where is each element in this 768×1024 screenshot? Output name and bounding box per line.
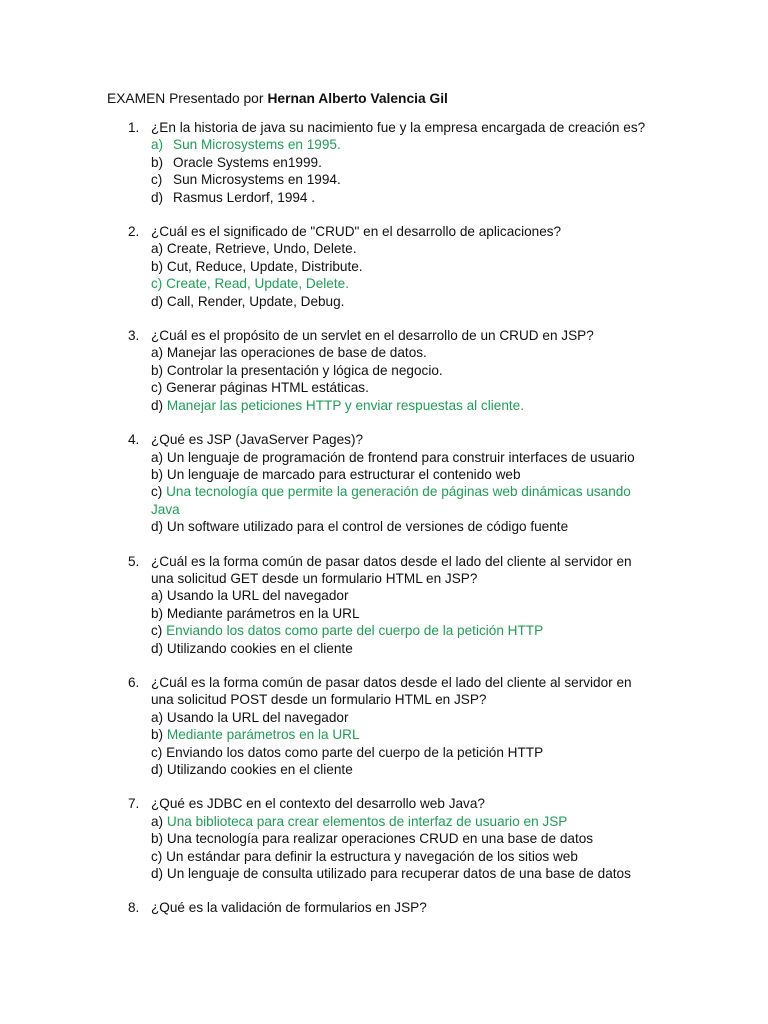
option-letter: d) <box>151 189 164 205</box>
question-6 <box>0 674 768 778</box>
option-text: Oracle Systems en1999. <box>173 154 322 170</box>
answer-option <box>151 744 656 761</box>
question-text: ¿En la historia de java su nacimiento fue y la empresa encargada de creación es? <box>151 120 646 135</box>
question-3 <box>0 327 768 414</box>
option-text: Un lenguaje de marcado para estructurar el contenido web <box>166 466 521 482</box>
option-text: Mediante parámetros en la URL <box>166 605 360 621</box>
answer-option-correct <box>151 622 656 639</box>
question-number: 5. <box>128 553 140 569</box>
option-letter: c) <box>151 276 163 292</box>
option-text: Una biblioteca para crear elementos de interfaz de usuario en JSP <box>166 813 568 829</box>
option-letter: b) <box>151 605 164 621</box>
question-body <box>151 431 656 535</box>
option-text: Un lenguaje de programación de frontend para construir interfaces de usuario <box>166 449 635 465</box>
question-body <box>151 553 656 657</box>
question-body <box>151 327 656 414</box>
option-letter: b) <box>151 154 164 170</box>
option-text: Cut, Reduce, Update, Distribute. <box>166 258 363 274</box>
answer-option <box>151 640 656 657</box>
question-2 <box>0 223 768 310</box>
option-text: Manejar las peticiones HTTP y enviar respuestas al cliente. <box>166 397 525 413</box>
question-number: 6. <box>128 674 140 690</box>
answer-option <box>151 258 656 275</box>
answer-option <box>151 605 656 622</box>
option-letter: a) <box>151 813 164 829</box>
option-letter: d) <box>151 866 164 882</box>
option-text: Controlar la presentación y lógica de negocio. <box>166 362 443 378</box>
option-text: Un estándar para definir la estructura y navegación de los sitios web <box>166 848 578 864</box>
option-text: Una tecnología que permite la generación de páginas web dinámicas usando Java <box>151 484 631 517</box>
question-number: 7. <box>128 796 140 812</box>
answer-option <box>151 362 656 379</box>
answer-option-correct <box>151 275 656 292</box>
option-text: Generar páginas HTML estáticas. <box>166 380 369 396</box>
answer-option <box>151 709 656 726</box>
answer-option <box>151 830 656 847</box>
option-text: Una tecnología para realizar operaciones CRUD en una base de datos <box>166 831 594 847</box>
question-1 <box>0 119 768 206</box>
option-text: Create, Retrieve, Undo, Delete. <box>166 241 357 257</box>
answer-option <box>151 240 656 257</box>
question-text: ¿Cuál es la forma común de pasar datos desde el lado del cliente al servidor en una solicitud GET desde un formulario HTML en JSP? <box>151 553 632 586</box>
question-4 <box>0 431 768 535</box>
question-body <box>151 223 656 310</box>
option-text: Sun Microsystems en 1995. <box>173 137 341 153</box>
option-letter: b) <box>151 727 164 743</box>
option-text: Usando la URL del navegador <box>166 709 349 725</box>
option-letter: a) <box>151 137 164 153</box>
author-name: Hernan Alberto Valencia Gil <box>267 91 448 106</box>
option-text: Manejar las operaciones de base de datos. <box>166 345 427 361</box>
answer-option <box>151 293 656 310</box>
option-letter: a) <box>151 449 164 465</box>
option-letter: a) <box>151 241 164 257</box>
answer-option <box>151 587 656 604</box>
option-letter: a) <box>151 345 164 361</box>
option-text: Rasmus Lerdorf, 1994 . <box>173 189 316 205</box>
option-text: Mediante parámetros en la URL <box>166 727 360 743</box>
question-list <box>0 119 768 934</box>
option-letter: c) <box>151 848 163 864</box>
option-letter: b) <box>151 831 164 847</box>
answer-option-correct <box>151 136 656 153</box>
option-letter: b) <box>151 466 164 482</box>
option-letter: d) <box>151 519 164 535</box>
question-5 <box>0 553 768 657</box>
option-text: Call, Render, Update, Debug. <box>166 293 345 309</box>
option-letter: c) <box>151 172 163 188</box>
question-body <box>151 674 656 778</box>
option-letter: d) <box>151 762 164 777</box>
answer-option-correct <box>151 813 656 830</box>
option-letter: a) <box>151 709 164 725</box>
option-letter: d) <box>151 293 164 309</box>
option-letter: d) <box>151 640 164 656</box>
option-text: Enviando los datos como parte del cuerpo de la petición HTTP <box>166 744 544 760</box>
option-text: Sun Microsystems en 1994. <box>173 172 341 188</box>
answer-option-correct <box>151 397 656 414</box>
question-text: ¿Cuál es el significado de "CRUD" en el desarrollo de aplicaciones? <box>151 224 562 240</box>
option-letter: d) <box>151 397 164 413</box>
answer-option <box>151 848 656 865</box>
option-letter: c) <box>151 484 163 500</box>
question-text: ¿Qué es la validación de formularios en JSP? <box>151 900 427 916</box>
header-prefix: EXAMEN Presentado por <box>107 91 264 106</box>
question-text: ¿Qué es JSP (JavaServer Pages)? <box>151 432 364 448</box>
option-text: Usando la URL del navegador <box>166 588 349 604</box>
answer-option <box>151 171 656 188</box>
option-letter: b) <box>151 258 164 274</box>
option-text: Create, Read, Update, Delete. <box>166 276 349 292</box>
answer-option <box>151 761 656 778</box>
option-text: Utilizando cookies en el cliente <box>166 640 353 656</box>
answer-option <box>151 466 656 483</box>
question-text: ¿Cuál es la forma común de pasar datos desde el lado del cliente al servidor en una solicitud POST desde un formulario HTML en JSP? <box>151 674 632 708</box>
answer-option <box>151 154 656 171</box>
question-text: ¿Qué es JDBC en el contexto del desarrollo web Java? <box>151 796 485 812</box>
answer-option <box>151 449 656 466</box>
question-number: 3. <box>128 328 140 344</box>
answer-option <box>151 865 656 882</box>
question-number: 2. <box>128 224 140 240</box>
question-body <box>151 899 656 916</box>
option-text: Utilizando cookies en el cliente <box>166 762 353 777</box>
question-number: 1. <box>128 120 140 135</box>
answer-option <box>151 344 656 361</box>
answer-option <box>151 518 656 535</box>
option-letter: c) <box>151 623 163 639</box>
question-number: 8. <box>128 900 140 916</box>
option-text: Un software utilizado para el control de versiones de código fuente <box>166 519 569 535</box>
question-text: ¿Cuál es el propósito de un servlet en el desarrollo de un CRUD en JSP? <box>151 328 594 344</box>
exam-header <box>107 90 448 108</box>
answer-option <box>151 379 656 396</box>
option-letter: c) <box>151 744 163 760</box>
answer-option <box>151 189 656 206</box>
option-letter: a) <box>151 588 164 604</box>
answer-option-correct <box>151 726 656 743</box>
option-letter: b) <box>151 362 164 378</box>
question-body <box>151 795 656 882</box>
question-number: 4. <box>128 432 140 448</box>
question-body <box>151 119 656 206</box>
question-7 <box>0 795 768 882</box>
option-text: Un lenguaje de consulta utilizado para recuperar datos de una base de datos <box>166 866 631 882</box>
option-text: Enviando los datos como parte del cuerpo de la petición HTTP <box>166 623 544 639</box>
question-8 <box>0 899 768 916</box>
option-letter: c) <box>151 380 163 396</box>
answer-option-correct <box>151 483 656 518</box>
